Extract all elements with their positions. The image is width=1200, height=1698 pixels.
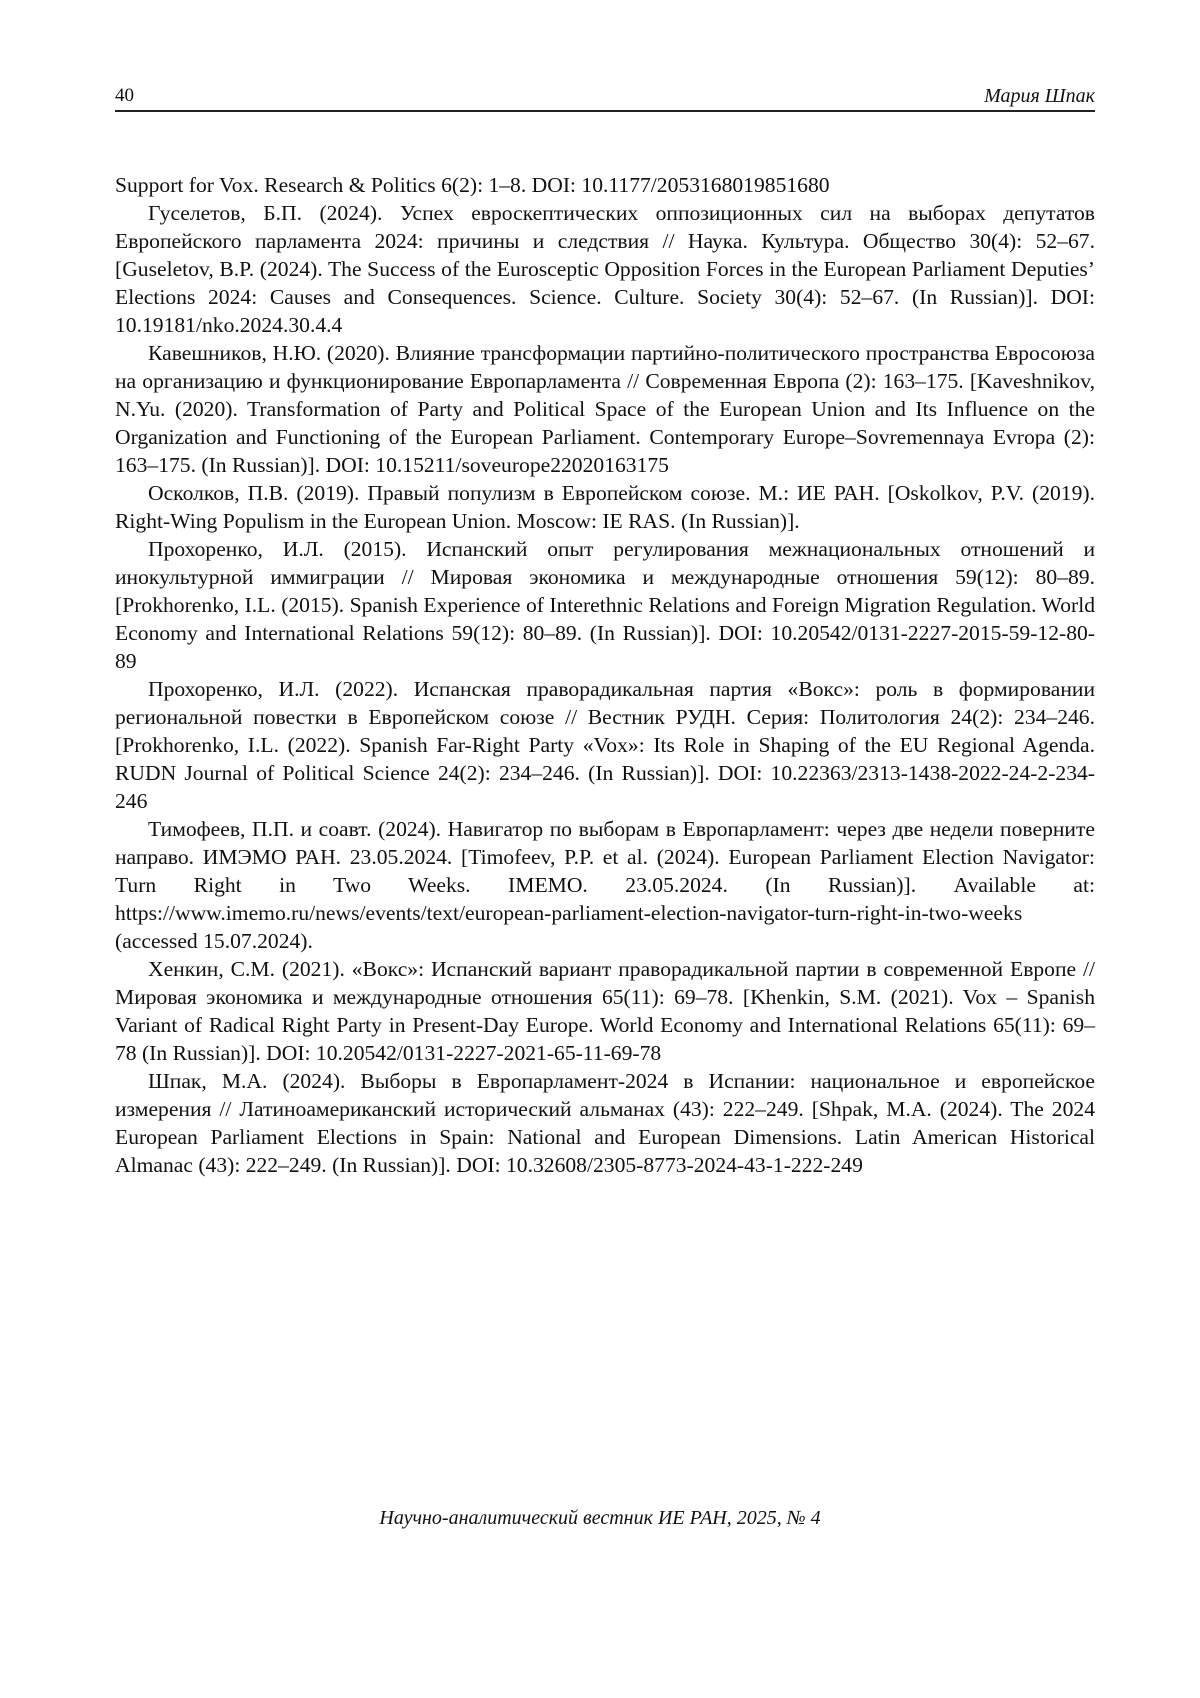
reference-entry: Тимофеев, П.П. и соавт. (2024). Навигатор по выборам в Европарламент: через две недели поверните направо. ИМЭМО РАН. 23.05.2024. [Timofeev, P.P. et al. (2024). European Parliament Election Navigator: Turn Right in Two Weeks. IMEMO. 23.05.2024. (In Russian)]. Available at: https://www.imemo.ru/news/events/text/european-parliament-election-navigator-turn-right-in-two-weeks (accessed 15.07.2024). bbox=[115, 817, 1095, 953]
reference-entry: Шпак, М.А. (2024). Выборы в Европарламент-2024 в Испании: национальное и европейское измерения // Латиноамериканский исторический альманах (43): 222–249. [Shpak, M.A. (2024). The 2024 European Parliament Elections in Spain: National and European Dimensions. Latin American Historical Almanac (43): 222–249. (In Russian)]. DOI: 10.32608/2305-8773-2024-43-1-222-249 bbox=[115, 1069, 1095, 1177]
journal-footer: Научно-аналитический вестник ИЕ РАН, 2025, № 4 bbox=[379, 1507, 821, 1529]
reference-entry: Хенкин, С.М. (2021). «Вокс»: Испанский вариант праворадикальной партии в современной Европе // Мировая экономика и международные отношения 65(11): 69–78. [Khenkin, S.M. (2021). Vox – Spanish Variant of Radical Right Party in Present-Day Europe. World Economy and International Relations 65(11): 69–78 (In Russian)]. DOI: 10.20542/0131-2227-2021-65-11-69-78 bbox=[115, 957, 1095, 1065]
reference-entry: Support for Vox. Research & Politics 6(2): 1–8. DOI: 10.1177/2053168019851680 bbox=[115, 173, 830, 197]
page-number: 40 bbox=[115, 85, 134, 106]
reference-entry: Гуселетов, Б.П. (2024). Успех евроскептических оппозиционных сил на выборах депутатов Европейского парламента 2024: причины и следствия // Наука. Культура. Общество 30(4): 52–67. [Guseletov, B.P. (2024). The Success of the Eurosceptic Opposition Forces in the European Parliament Deputies’ Elections 2024: Causes and Consequences. Science. Culture. Society 30(4): 52–67. (In Russian)]. DOI: 10.19181/nko.2024.30.4.4 bbox=[115, 201, 1095, 337]
reference-entry: Кавешников, Н.Ю. (2020). Влияние трансформации партийно-политического пространства Евросоюза на организацию и функционирование Европарламента // Современная Европа (2): 163–175. [Kaveshnikov, N.Yu. (2020). Transformation of Party and Political Space of the European Union and Its Influence on the Organization and Functioning of the European Parliament. Contemporary Europe–Sovremennaya Evropa (2): 163–175. (In Russian)]. DOI: 10.15211/soveurope22020163175 bbox=[115, 341, 1095, 477]
reference-entry: Прохоренко, И.Л. (2015). Испанский опыт регулирования межнациональных отношений и инокультурной иммиграции // Мировая экономика и международные отношения 59(12): 80–89. [Prokhorenko, I.L. (2015). Spanish Experience of Interethnic Relations and Foreign Migration Regulation. World Economy and International Relations 59(12): 80–89. (In Russian)]. DOI: 10.20542/0131-2227-2015-59-12-80-89 bbox=[115, 537, 1095, 673]
reference-entry: Прохоренко, И.Л. (2022). Испанская праворадикальная партия «Вокс»: роль в формировании региональной повестки в Европейском союзе // Вестник РУДН. Серия: Политология 24(2): 234–246. [Prokhorenko, I.L. (2022). Spanish Far-Right Party «Vox»: Its Role in Shaping of the EU Regional Agenda. RUDN Journal of Political Science 24(2): 234–246. (In Russian)]. DOI: 10.22363/2313-1438-2022-24-2-234-246 bbox=[115, 677, 1095, 813]
reference-list bbox=[115, 171, 1095, 1179]
running-head-author: Мария Шпак bbox=[984, 85, 1095, 107]
page-header bbox=[115, 84, 1095, 112]
reference-entry: Осколков, П.В. (2019). Правый популизм в Европейском союзе. М.: ИЕ РАН. [Oskolkov, P.V. (2019). Right-Wing Populism in the European Union. Moscow: IE RAS. (In Russian)]. bbox=[115, 481, 1095, 533]
